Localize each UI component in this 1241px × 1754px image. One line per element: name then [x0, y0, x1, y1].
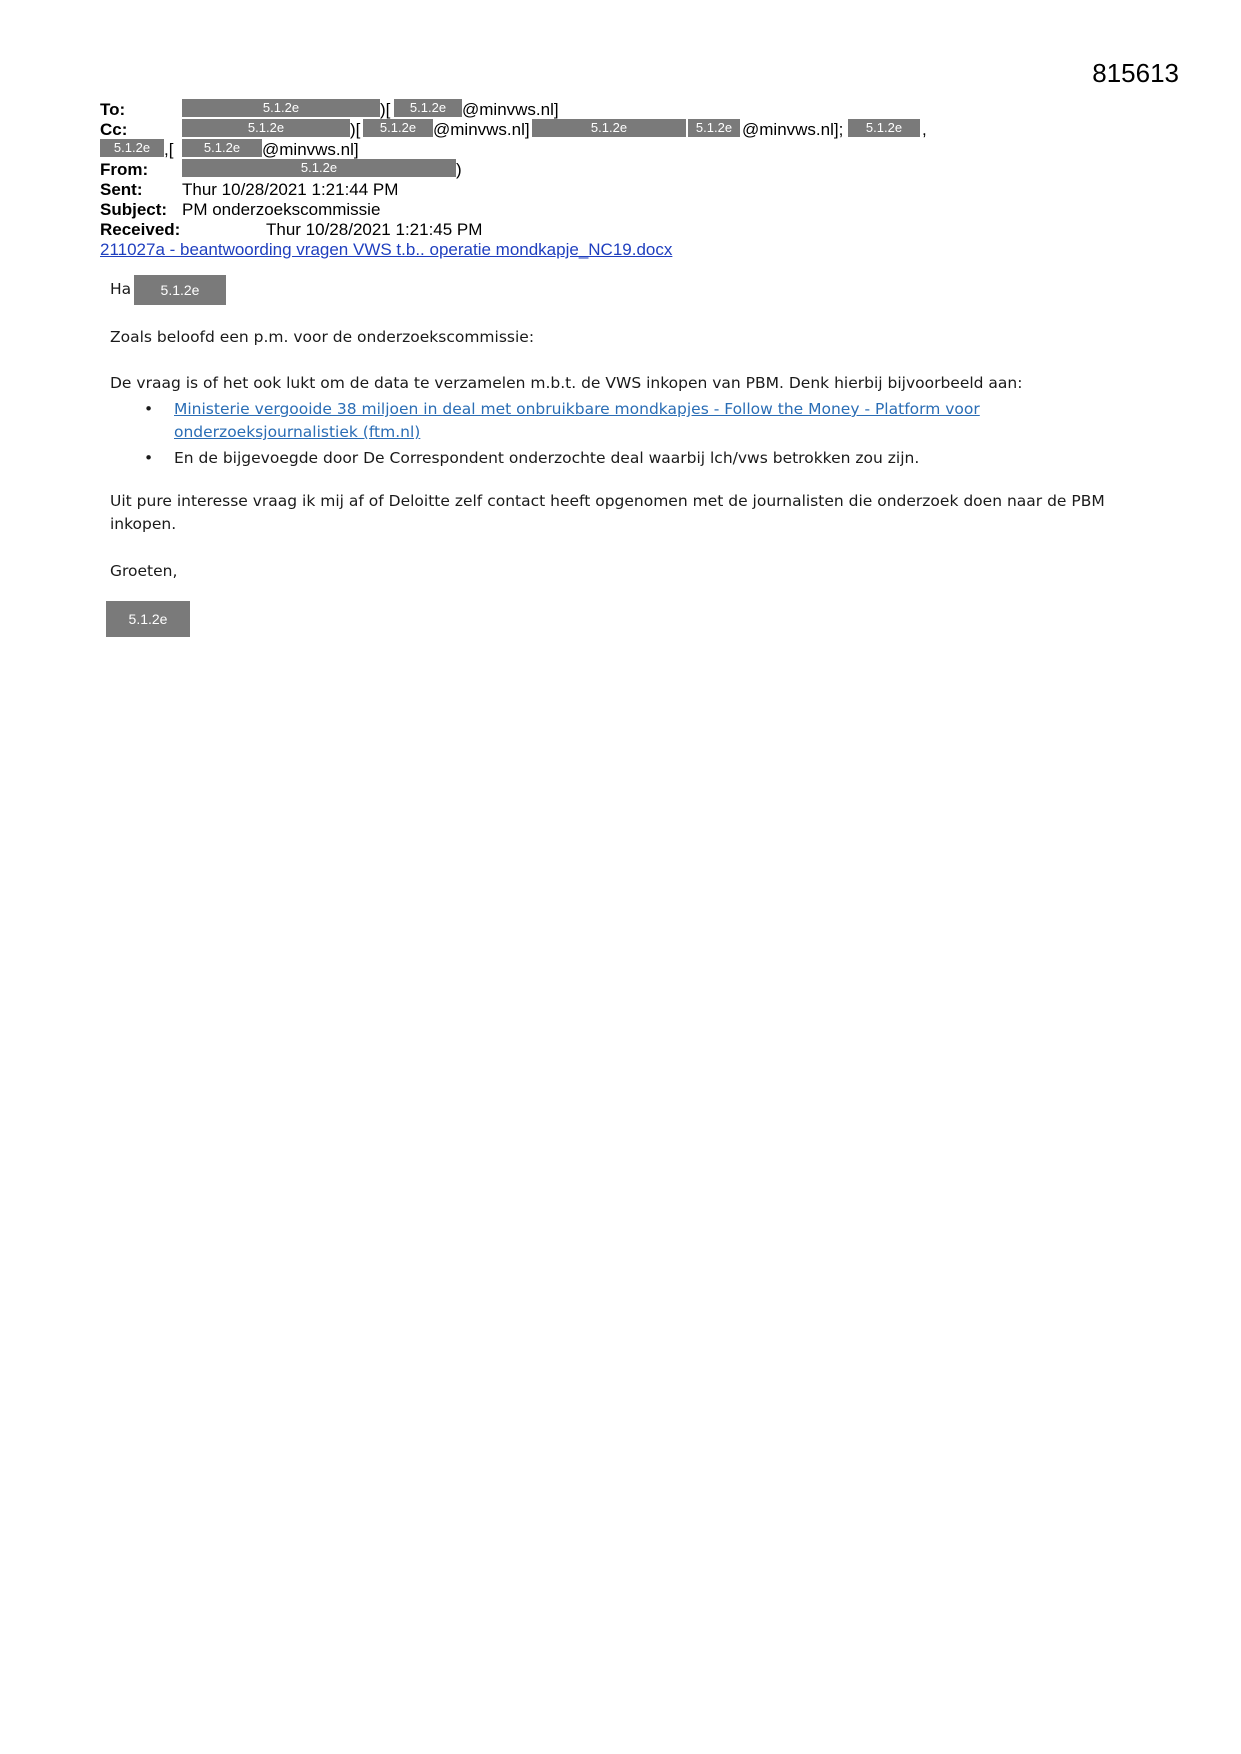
bullet-text: En de bijgevoegde door De Correspondent onderzochte deal waarbij lch/vws betrokken zou zijn. — [174, 449, 920, 467]
sent-label: Sent: — [100, 180, 143, 199]
from-suffix: ) — [456, 160, 462, 179]
to-label: To: — [100, 100, 126, 119]
redaction-box: 5.1.2e — [100, 139, 164, 157]
redaction-box: 5.1.2e — [182, 99, 380, 117]
redaction-box: 5.1.2e — [688, 119, 740, 137]
greeting-line — [110, 278, 1140, 301]
ftm-article-link[interactable]: Ministerie vergooide 38 miljoen in deal met onbruikbare mondkapjes - Follow the Money - Platform voor onderzoeksjournalistiek (ftm.nl) — [174, 400, 980, 441]
subject-label: Subject: — [100, 200, 168, 219]
subject-value: PM onderzoekscommissie — [182, 200, 381, 219]
question-paragraph: De vraag is of het ook lukt om de data te verzamelen m.b.t. de VWS inkopen van PBM. Denk hierbij bijvoorbeeld aan: — [110, 374, 1023, 392]
redaction-box: 5.1.2e — [182, 159, 456, 177]
redaction-box: 5.1.2e — [363, 119, 433, 137]
attachment-link[interactable]: 211027a - beantwoording vragen VWS t.b.. operatie mondkapje_NC19.docx — [100, 240, 673, 259]
redaction-box: 5.1.2e — [394, 99, 462, 117]
cc-separator: )[ — [350, 120, 361, 139]
redaction-box: 5.1.2e — [106, 601, 190, 637]
closing: Groeten, — [110, 562, 178, 580]
bullet-list — [136, 398, 1016, 473]
redaction-box: 5.1.2e — [848, 119, 920, 137]
cc-domain: @minvws.nl] — [262, 140, 359, 159]
redaction-box: 5.1.2e — [134, 275, 226, 305]
interest-paragraph: Uit pure interesse vraag ik mij af of Deloitte zelf contact heeft opgenomen met de journalisten die onderzoek doen naar de PBM inkopen. — [110, 492, 1105, 533]
cc-label: Cc: — [100, 120, 128, 139]
list-item: • En de bijgevoegde door De Correspondent onderzochte deal waarbij lch/vws betrokken zou zijn. — [144, 449, 920, 467]
redaction-box: 5.1.2e — [182, 119, 350, 137]
intro-paragraph: Zoals beloofd een p.m. voor de onderzoekscommissie: — [110, 328, 535, 346]
list-item: • Ministerie vergooide 38 miljoen in deal met onbruikbare mondkapjes - Follow the Money - Platform voor onderzoeksjournalistiek (ftm.nl) — [144, 400, 980, 441]
cc-separator: ,[ — [164, 140, 174, 159]
greeting: Ha — [110, 280, 132, 298]
to-domain: @minvws.nl] — [462, 100, 559, 119]
document-number: 815613 — [1092, 58, 1179, 88]
redaction-box: 5.1.2e — [532, 119, 686, 137]
from-label: From: — [100, 160, 149, 179]
to-separator: )[ — [380, 100, 391, 119]
cc-domain: @minvws.nl] — [433, 120, 530, 139]
received-value: Thur 10/28/2021 1:21:45 PM — [266, 220, 483, 239]
cc-domain: @minvws.nl]; — [742, 120, 844, 139]
redaction-box: 5.1.2e — [182, 139, 262, 157]
sent-value: Thur 10/28/2021 1:21:44 PM — [182, 180, 399, 199]
received-label: Received: — [100, 220, 181, 239]
cc-comma: , — [922, 120, 927, 139]
